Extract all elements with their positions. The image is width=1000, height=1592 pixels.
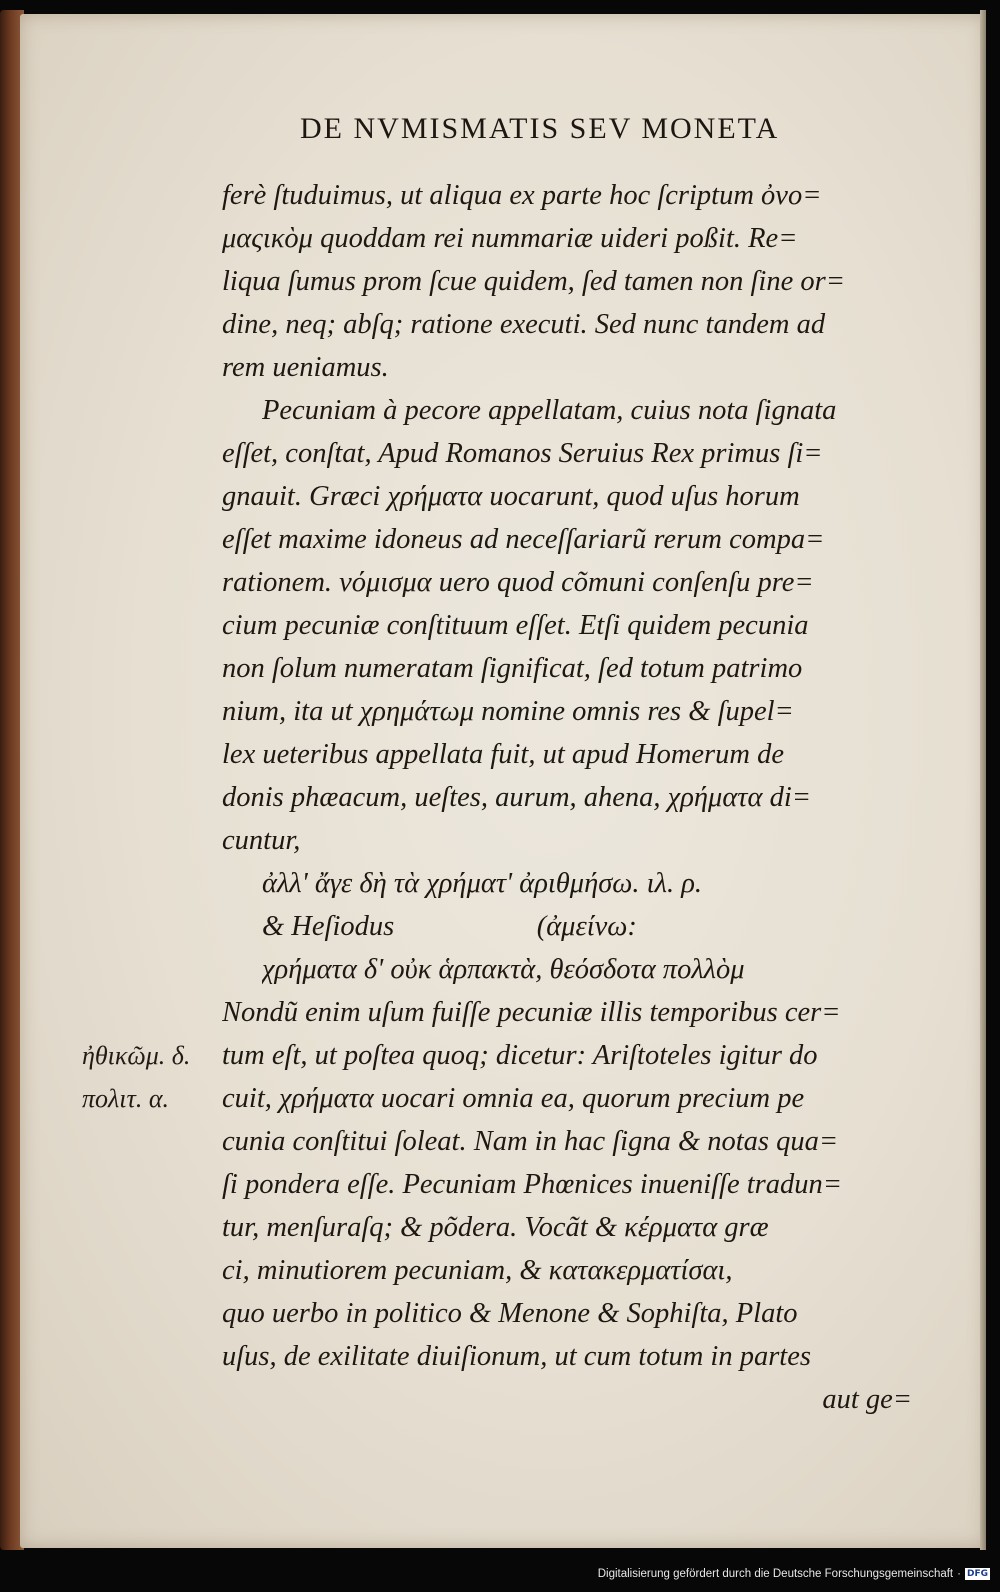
- text-line: rem ueniamus.: [222, 352, 389, 383]
- text-line: ferè ſtuduimus, ut aliqua ex parte hoc ſcriptum ὀνο=: [222, 180, 822, 211]
- text-line: Pecuniam à pecore appellatam, cuius nota ſignata: [262, 395, 837, 426]
- text-line: ſi pondera eſſe. Pecuniam Phœnices inueniſſe tradun=: [222, 1169, 842, 1200]
- text-line: tum eſt, ut poſtea quoq; dicetur: Ariſtoteles igitur do: [222, 1040, 818, 1071]
- dfg-logo: DFG: [966, 1569, 988, 1579]
- text-line: rationem. νόμισμα uero quod cõmuni conſenſu pre=: [222, 567, 814, 598]
- text-line: dine, neq; abſq; ratione executi. Sed nunc tandem ad: [222, 309, 826, 340]
- footer-credit: Digitalisierung gefördert durch die Deutsche Forschungsgemeinschaft: [597, 1568, 954, 1580]
- text-line: eſſet maxime idoneus ad neceſſariarũ rerum compa=: [222, 524, 825, 555]
- text-line: cuit, χρήματα uocari omnia ea, quorum precium pe: [222, 1083, 805, 1114]
- footer-separator: ·: [957, 1568, 961, 1580]
- text-line: nium, ita ut χρημάτωμ nomine omnis res & ſupel=: [222, 696, 794, 727]
- text-line: tur, menſuraſq; & põdera. Vocãt & κέρματα græ: [222, 1212, 769, 1243]
- marginal-note: πολιτ. α.: [82, 1084, 169, 1113]
- catchword: aut ge=: [822, 1384, 912, 1415]
- running-head: DE NVMISMATIS SEV MONETA: [300, 112, 780, 145]
- text-line: gnauit. Græci χρήματα uocarunt, quod uſus horum: [222, 481, 800, 512]
- text-line: cunia conſtitui ſoleat. Nam in hac ſigna & notas qua=: [222, 1126, 839, 1157]
- text-line: μαςικὸμ quoddam rei nummariæ uideri poßit. Re=: [222, 223, 798, 254]
- text-line: uſus, de exilitate diuiſionum, ut cum totum in partes: [222, 1341, 811, 1372]
- footer: [598, 1568, 990, 1580]
- text-line: cium pecuniæ conſtituum eſſet. Etſi quidem pecunia: [222, 610, 809, 641]
- text-line: eſſet, conſtat, Apud Romanos Seruius Rex primus ſi=: [222, 438, 823, 469]
- text-line: & Heſiodus (ἀμείνω:: [262, 911, 637, 942]
- verse-quote: ἀλλ' ἄγε δὴ τὰ χρήματ' ἀριθμήσω. ιλ. ρ.: [262, 868, 702, 899]
- marginal-note: ἠθικῶμ. δ.: [82, 1041, 191, 1070]
- verse-quote: χρήματα δ' οὐκ ἁρπακτὰ, θεόσδοτα πολλὸμ: [262, 954, 745, 985]
- text-line: Nondũ enim uſum fuiſſe pecuniæ illis temporibus cer=: [222, 997, 841, 1028]
- text-line: cuntur,: [222, 825, 301, 856]
- text-line: ci, minutiorem pecuniam, & κατακερματίσαι,: [222, 1255, 733, 1286]
- text-line: lex ueteribus appellata fuit, ut apud Homerum de: [222, 739, 784, 770]
- text-line: donis phæacum, ueſtes, aurum, ahena, χρήματα di=: [222, 782, 811, 813]
- text-line: non ſolum numeratam ſignificat, ſed totum patrimo: [222, 653, 803, 684]
- page-edge: [980, 10, 986, 1550]
- text-line: liqua ſumus prom ſcue quidem, ſed tamen non ſine or=: [222, 266, 845, 297]
- text-line: quo uerbo in politico & Menone & Sophiſta, Plato: [222, 1298, 798, 1329]
